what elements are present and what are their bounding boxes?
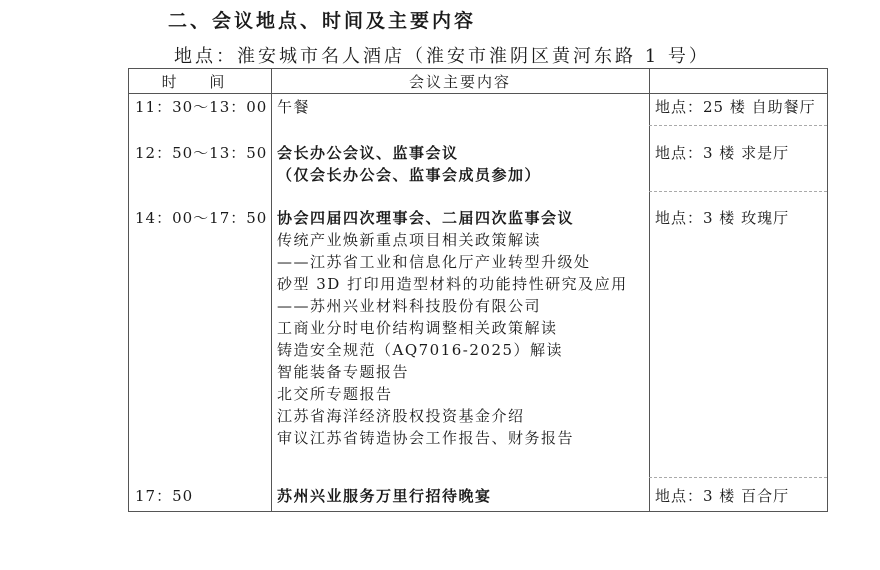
row-place: 地点：3 楼 百合厅 [655, 487, 790, 505]
row-content [277, 96, 647, 118]
content-line: 北交所专题报告 [277, 385, 393, 403]
row-divider [649, 191, 827, 192]
row-content [277, 207, 647, 449]
content-line: ——江苏省工业和信息化厅产业转型升级处 [277, 253, 591, 271]
row-place: 地点：3 楼 玫瑰厅 [655, 209, 790, 227]
content-line: 智能装备专题报告 [277, 363, 410, 381]
column-header-time: 时 间 [161, 73, 239, 91]
content-line: 协会四届四次理事会、二届四次监事会议 [277, 209, 575, 227]
column-divider [271, 69, 272, 511]
row-content [277, 142, 647, 186]
schedule-table [128, 68, 828, 512]
column-divider [649, 69, 650, 511]
content-line: 会长办公会议、监事会议 [277, 144, 459, 162]
row-time: 14：00～17：50 [135, 209, 268, 227]
content-line: （仅会长办公会、监事会成员参加） [277, 166, 542, 184]
content-line: 江苏省海洋经济股权投资基金介绍 [277, 407, 525, 425]
row-time: 17：50 [135, 487, 194, 505]
row-time: 12：50～13：50 [135, 144, 268, 162]
content-line: 午餐 [277, 98, 311, 116]
content-line: 传统产业焕新重点项目相关政策解读 [277, 231, 542, 249]
row-divider [649, 477, 827, 478]
row-divider [649, 125, 827, 126]
row-content [277, 485, 647, 507]
content-line: 铸造安全规范（AQ7016-2025）解读 [277, 341, 564, 359]
row-time: 11：30～13：00 [135, 98, 268, 116]
column-header-content: 会议主要内容 [408, 73, 511, 91]
header-divider [129, 93, 827, 94]
venue-location: 地点：淮安城市名人酒店（淮安市淮阴区黄河东路 1 号） [174, 46, 710, 67]
row-place: 地点：25 楼 自助餐厅 [655, 98, 816, 116]
row-place: 地点：3 楼 求是厅 [655, 144, 790, 162]
content-line: ——苏州兴业材料科技股份有限公司 [277, 297, 542, 315]
content-line: 苏州兴业服务万里行招待晚宴 [277, 487, 492, 505]
section-heading: 二、会议地点、时间及主要内容 [168, 10, 477, 32]
content-line: 砂型 3D 打印用造型材料的功能持性研究及应用 [277, 275, 628, 293]
content-line: 审议江苏省铸造协会工作报告、财务报告 [277, 429, 575, 447]
content-line: 工商业分时电价结构调整相关政策解读 [277, 319, 558, 337]
